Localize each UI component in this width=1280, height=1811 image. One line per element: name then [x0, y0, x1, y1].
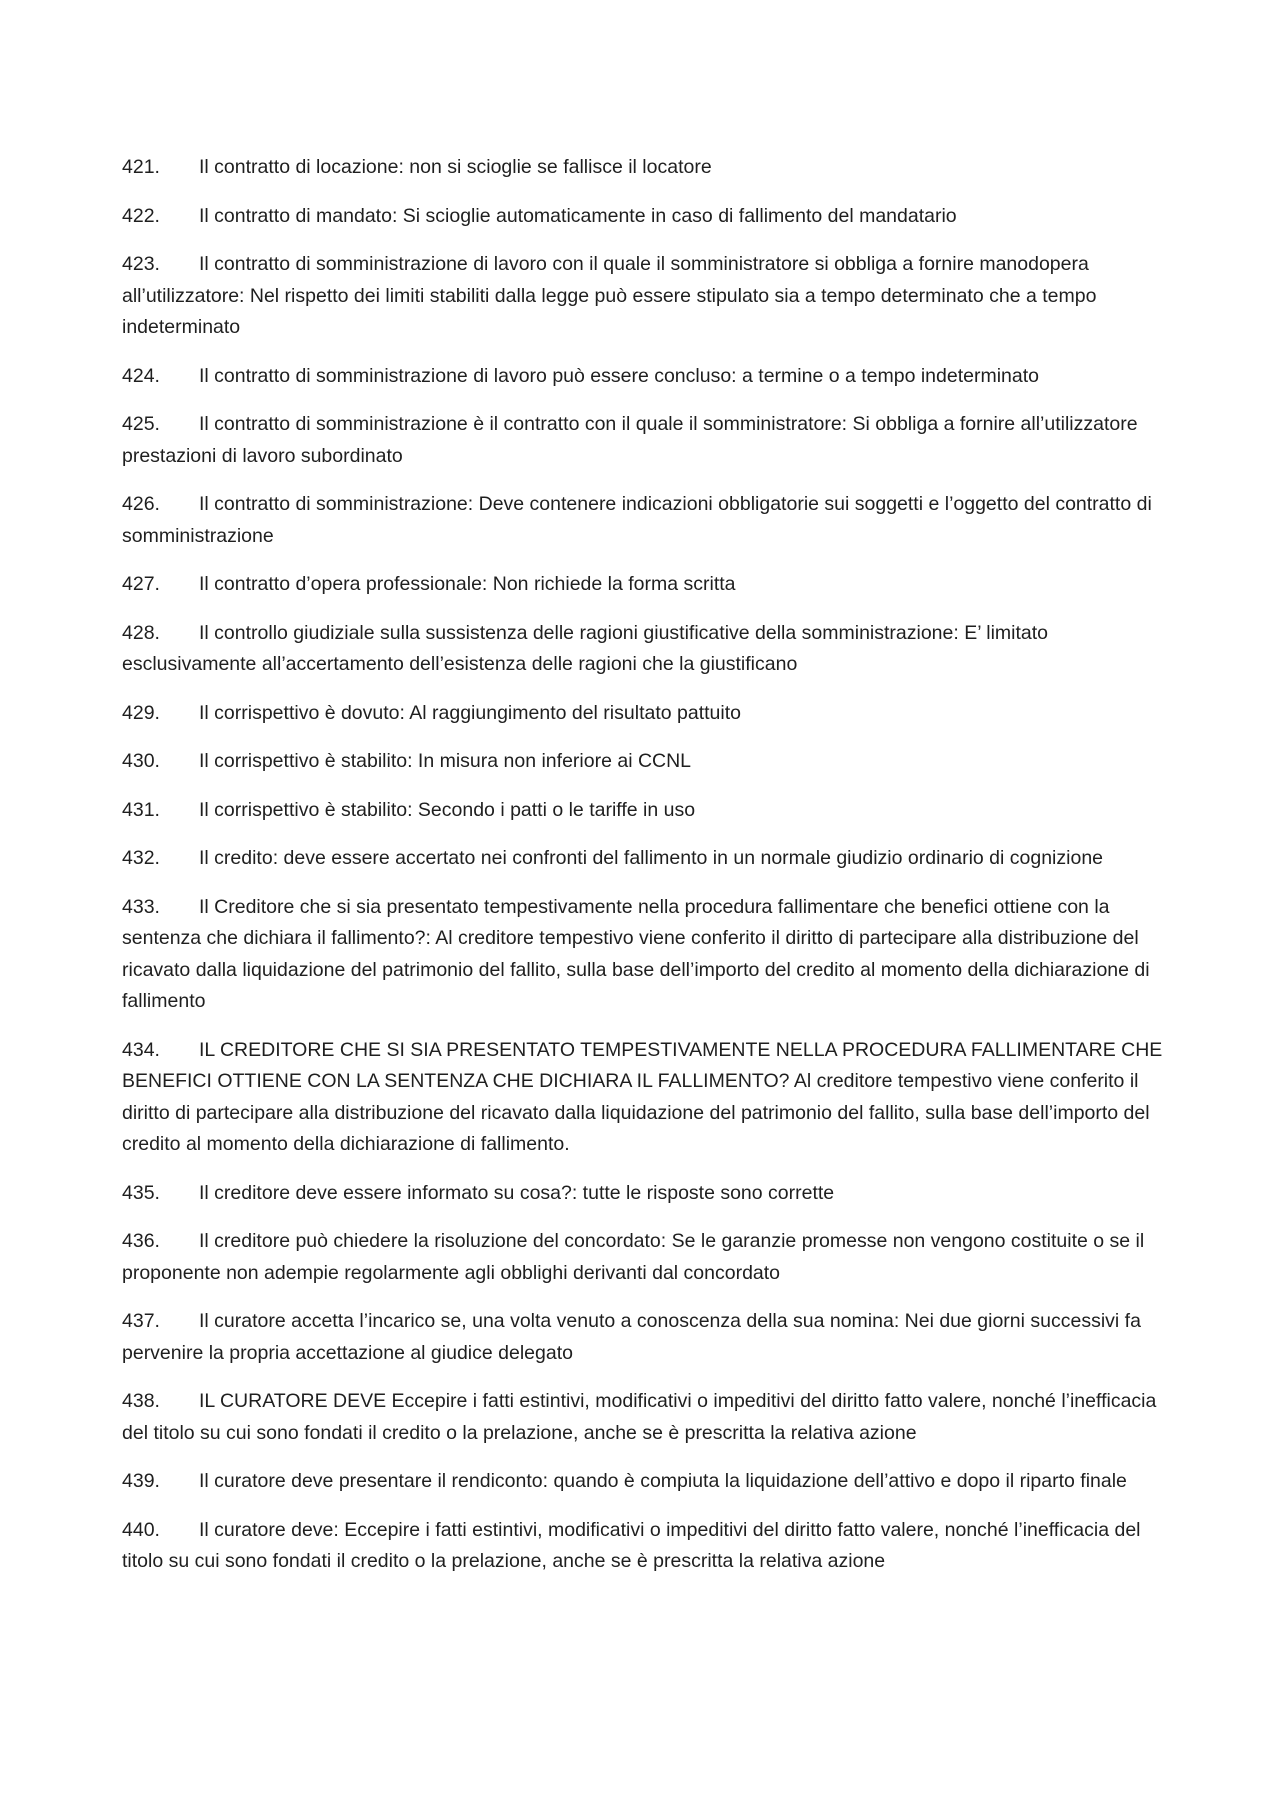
- list-item: [122, 843, 1168, 875]
- list-item: [122, 1035, 1168, 1161]
- item-text: Il credito: deve essere accertato nei confronti del fallimento in un normale giudizio ordinario di cognizione: [199, 847, 1104, 869]
- item-number: 436.: [122, 1230, 160, 1252]
- item-text: Il curatore deve presentare il rendiconto: quando è compiuta la liquidazione dell’attivo e dopo il riparto finale: [199, 1470, 1127, 1492]
- item-number: 432.: [122, 847, 160, 869]
- item-number: 434.: [122, 1038, 160, 1061]
- item-text: Il corrispettivo è stabilito: In misura non inferiore ai CCNL: [199, 750, 692, 772]
- item-text: Il creditore può chiedere la risoluzione del concordato: Se le garanzie promesse non vengono costituite o se il proponente non adempie regolarmente agli obblighi derivanti dal concordato: [122, 1230, 1145, 1284]
- item-number: 427.: [122, 573, 160, 595]
- item-text: Il curatore accetta l’incarico se, una volta venuto a conoscenza della sua nomina: Nei due giorni successivi fa pervenire la propria accettazione al giudice delegato: [122, 1310, 1141, 1364]
- list-item: [122, 795, 1168, 827]
- item-text: Il creditore deve essere informato su cosa?: tutte le risposte sono corrette: [199, 1181, 835, 1204]
- list-item: [122, 1226, 1168, 1289]
- item-text: Il contratto di somministrazione di lavoro con il quale il somministratore si obbliga a fornire manodopera all’utilizzatore: Nel rispetto dei limiti stabiliti dalla legge può essere stipulato sia a tempo determinato che a tempo indeterminato: [122, 253, 1097, 338]
- item-text: Il Creditore che si sia presentato tempestivamente nella procedura fallimentare che benefici ottiene con la sentenza che dichiara il fallimento?: Al creditore tempestivo viene conferito il diritto di partecipare alla distribuzione del ricavato dalla liquidazione del patrimonio del fallito, sulla base dell’importo del credito al momento della dichiarazione di fallimento: [122, 895, 1150, 1012]
- item-text: IL CREDITORE CHE SI SIA PRESENTATO TEMPESTIVAMENTE NELLA PROCEDURA FALLIMENTARE CHE BENEFICI OTTIENE CON LA SENTENZA CHE DICHIARA IL FALLIMENTO? Al creditore tempestivo viene conferito il diritto di partecipare alla distribuzione del ricavato dalla liquidazione del patrimonio del fallito, sulla base dell’importo del credito al momento della dichiarazione di fallimento.: [122, 1038, 1163, 1155]
- item-number: 424.: [122, 364, 160, 387]
- item-number: 428.: [122, 621, 160, 644]
- item-number: 439.: [122, 1470, 160, 1492]
- list-item: [122, 746, 1168, 778]
- item-number: 431.: [122, 798, 160, 821]
- list-item: [122, 618, 1168, 681]
- list-item: [122, 201, 1168, 233]
- item-number: 421.: [122, 156, 160, 178]
- item-number: 430.: [122, 750, 160, 772]
- item-text: Il controllo giudiziale sulla sussistenza delle ragioni giustificative della somministrazione: E’ limitato esclusivamente all’accertamento dell’esistenza delle ragioni che la giustificano: [122, 621, 1049, 675]
- item-number: 422.: [122, 204, 160, 227]
- item-text: Il contratto di somministrazione di lavoro può essere concluso: a termine o a tempo indeterminato: [199, 364, 1040, 387]
- list-item: [122, 1515, 1168, 1578]
- list-item: [122, 409, 1168, 472]
- list-item: [122, 569, 1168, 601]
- list-item: [122, 892, 1168, 1018]
- list-item: [122, 1466, 1168, 1498]
- list-item: [122, 1306, 1168, 1369]
- item-text: IL CURATORE DEVE Eccepire i fatti estintivi, modificativi o impeditivi del diritto fatto valere, nonché l’inefficacia del titolo su cui sono fondati il credito o la prelazione, anche se è prescritta la relativa azione: [122, 1390, 1157, 1444]
- item-number: 433.: [122, 895, 160, 918]
- item-number: 429.: [122, 701, 160, 724]
- item-number: 426.: [122, 493, 160, 515]
- item-text: Il contratto di somministrazione è il contratto con il quale il somministratore: Si obbliga a fornire all’utilizzatore prestazioni di lavoro subordinato: [122, 413, 1138, 467]
- item-number: 423.: [122, 253, 160, 275]
- item-number: 438.: [122, 1390, 160, 1412]
- list-item: [122, 698, 1168, 730]
- item-number: 440.: [122, 1518, 160, 1541]
- item-text: Il curatore deve: Eccepire i fatti estintivi, modificativi o impeditivi del diritto fatto valere, nonché l’inefficacia del titolo su cui sono fondati il credito o la prelazione, anche se è prescritta la relativa azione: [122, 1518, 1141, 1572]
- item-text: Il contratto di locazione: non si scioglie se fallisce il locatore: [199, 156, 712, 178]
- item-text: Il contratto di mandato: Si scioglie automaticamente in caso di fallimento del mandatario: [199, 204, 957, 227]
- list-item: [122, 1386, 1168, 1449]
- list-item: [122, 1178, 1168, 1210]
- item-number: 425.: [122, 413, 160, 435]
- item-text: Il contratto d’opera professionale: Non richiede la forma scritta: [199, 573, 736, 595]
- item-text: Il contratto di somministrazione: Deve contenere indicazioni obbligatorie sui soggetti e l’oggetto del contratto di somministrazione: [122, 493, 1152, 547]
- item-text: Il corrispettivo è dovuto: Al raggiungimento del risultato pattuito: [199, 701, 741, 724]
- list-item: [122, 489, 1168, 552]
- list-item: [122, 152, 1168, 184]
- item-text: Il corrispettivo è stabilito: Secondo i patti o le tariffe in uso: [199, 798, 696, 821]
- item-number: 435.: [122, 1181, 160, 1204]
- list-item: [122, 249, 1168, 344]
- numbered-list: [122, 152, 1168, 1595]
- list-item: [122, 361, 1168, 393]
- item-number: 437.: [122, 1310, 160, 1332]
